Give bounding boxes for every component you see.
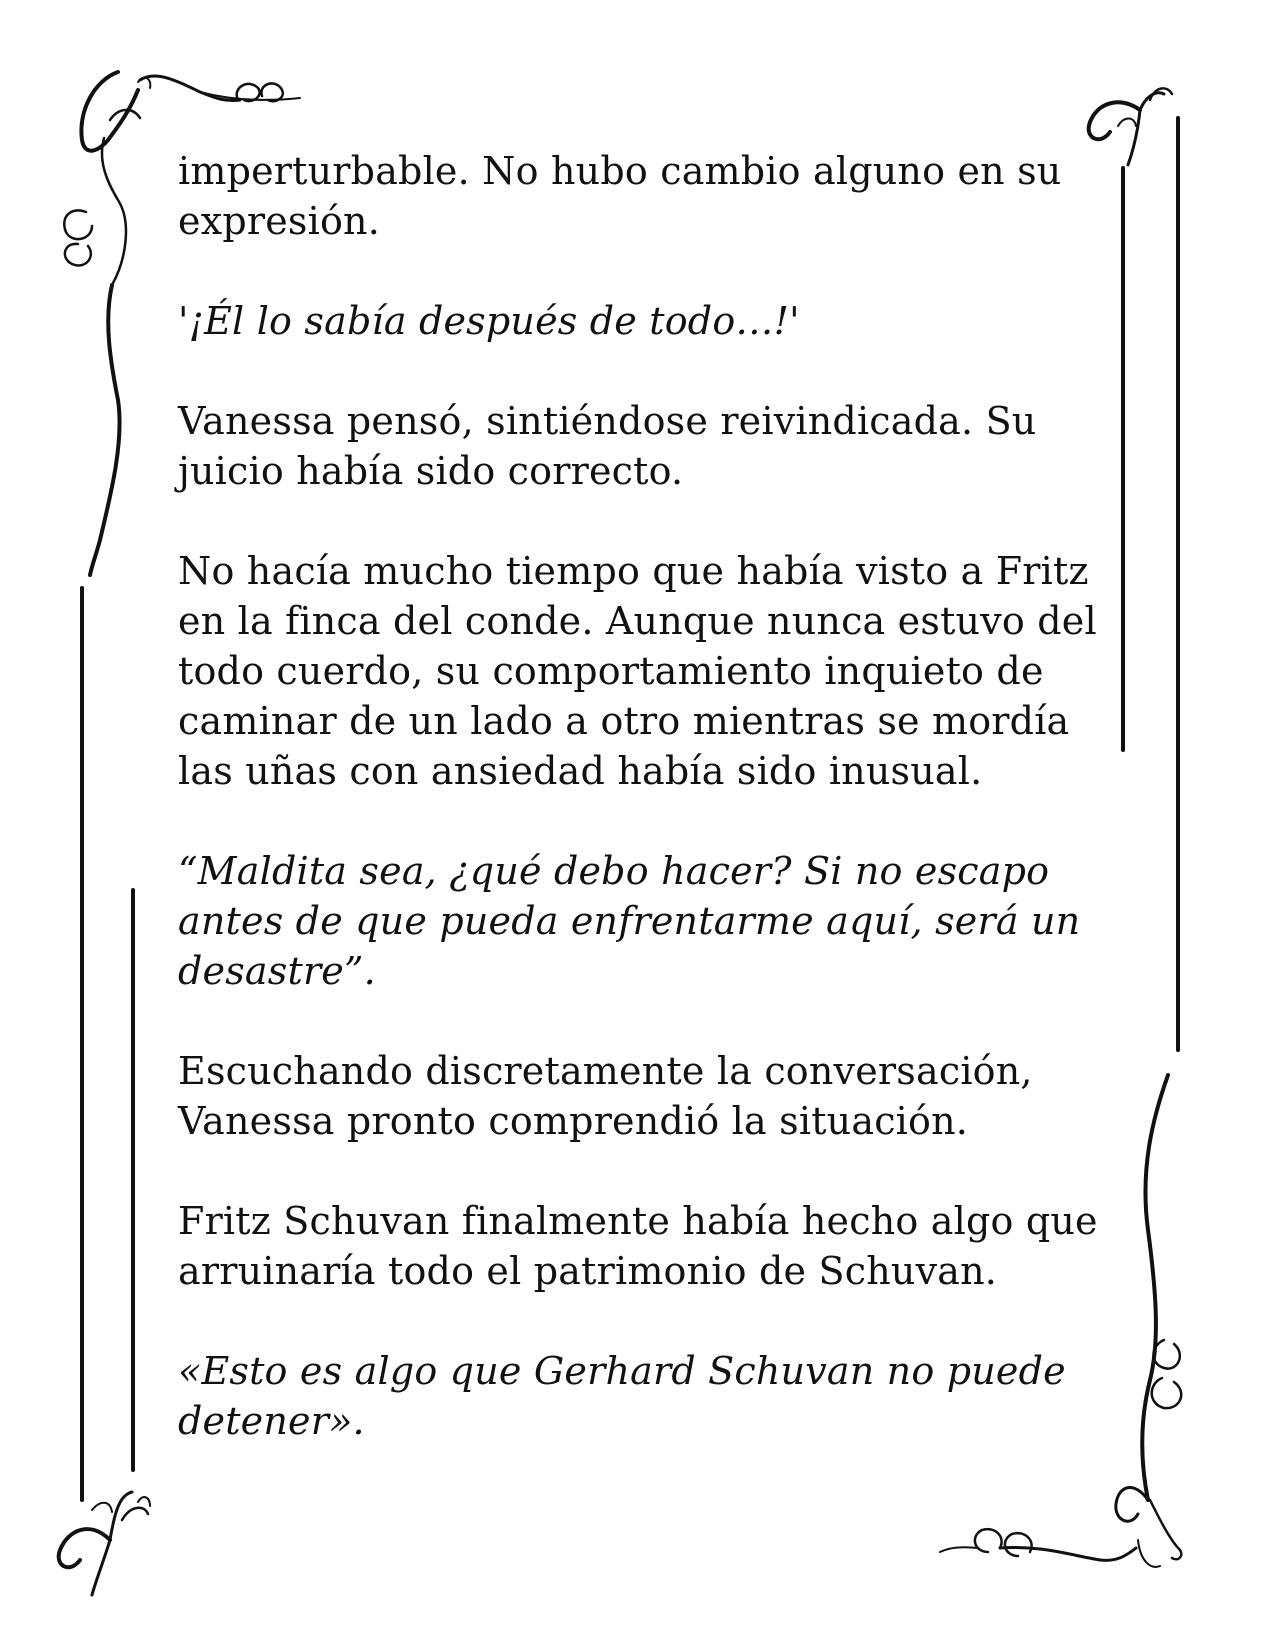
paragraph: No hacía mucho tiempo que había visto a Fritz en la finca del conde. Aunque nunca estuvo del todo cuerdo, su comportamiento inquieto de caminar de un lado a otro mientras se mordía las uñas con ansiedad había sido inusual.	[178, 549, 1097, 793]
paragraph: Fritz Schuvan finalmente había hecho algo que arruinaría todo el patrimonio de Schuvan.	[178, 1199, 1098, 1293]
flourish-bottom-left-icon	[59, 1492, 150, 1595]
paragraph: Escuchando discretamente la conversación, Vanessa pronto comprendió la situación.	[178, 1049, 1033, 1143]
paragraph-thought: '¡Él lo sabía después de todo…!'	[178, 299, 800, 343]
paragraph-quote: “Maldita sea, ¿qué debo hacer? Si no escapo antes de que pueda enfrentarme aquí, será un desastre”.	[178, 849, 1081, 993]
document-body	[178, 146, 1108, 1496]
paragraph: Vanessa pensó, sintiéndose reivindicada. Su juicio había sido correcto.	[178, 399, 1037, 493]
paragraph-quote: «Esto es algo que Gerhard Schuvan no puede detener».	[178, 1349, 1066, 1443]
paragraph: imperturbable. No hubo cambio alguno en su expresión.	[178, 149, 1062, 243]
